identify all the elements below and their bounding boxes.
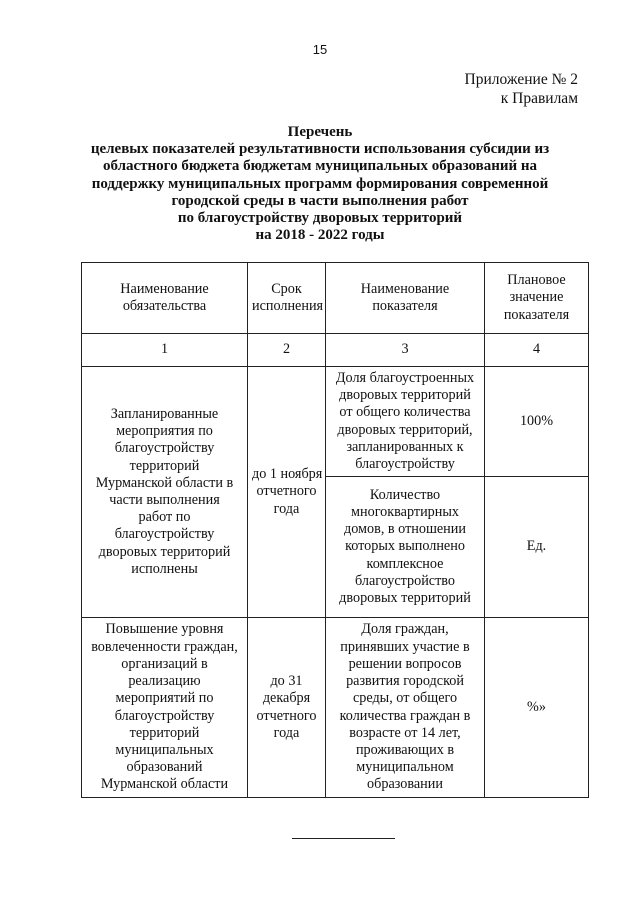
cell-text: части выполнения [109,492,220,508]
table-row [82,367,589,477]
cell-text: количества граждан в [339,707,471,724]
cell-text: Запланированные [110,405,219,422]
indicator-name-cell [326,477,485,618]
cell-text: реализацию [128,673,201,690]
cell-text: дворовых территорий [339,387,471,404]
cell-text: которых выполнено [345,538,465,555]
cell-text: организаций в [121,655,208,672]
cell-text: домов, в отношении [344,521,466,538]
header-deadline [248,263,326,334]
header-text: показателя [372,298,438,314]
planned-value-cell: Ед. [485,477,589,618]
column-number: 1 [82,334,248,367]
cell-text: территорий [129,457,200,474]
cell-text: благоустройству [114,526,215,543]
cell-text: Мурманской области [100,776,229,793]
cell-text: муниципальном [356,759,454,776]
title-line: по благоустройству дворовых территорий [177,210,463,227]
indicators-table [81,262,589,798]
cell-text: запланированных к [346,438,464,455]
cell-text: возрасте от 14 лет, [349,724,461,741]
planned-value-cell: 100% [485,367,589,477]
cell-text: дворовых территорий, [337,421,473,438]
cell-text: до 1 ноября [252,466,323,483]
cell-text: благоустройство [355,572,455,589]
cell-text: работ по [138,509,191,526]
title-line: поддержку муниципальных программ формирования современной [91,175,549,192]
cell-text: отчетного [256,707,317,724]
header-text: Наименование [360,280,450,297]
cell-text: отчетного [256,483,317,500]
column-number: 4 [485,334,589,367]
document-title [60,124,580,244]
header-text: Плановое [507,272,566,289]
table-row [82,618,589,798]
cell-text: Доля благоустроенных [335,369,475,386]
column-number-row [82,334,589,367]
indicator-name-cell [326,367,485,477]
cell-text: года [273,500,300,517]
title-line: городской среды в части выполнения работ [171,192,469,209]
column-number: 3 [326,334,485,367]
header-text: Наименование [120,280,209,297]
cell-text: от общего количества [339,404,471,421]
cell-text: благоустройству [114,707,215,724]
cell-text: муниципальных [115,741,214,758]
cell-text: Повышение уровня [105,621,224,638]
cell-text: до 31 [270,673,303,690]
cell-text: образовании [367,776,443,793]
title-line: на 2018 - 2022 годы [255,227,385,244]
cell-text: дворовых территорий [339,590,471,606]
title-line: областного бюджета бюджетам муниципальных образований на [102,158,538,175]
cell-text: декабря [262,690,311,707]
header-text: исполнения [252,298,324,314]
cell-text: территорий [129,724,200,741]
cell-text: вовлеченности граждан, [91,638,238,655]
title-line: Перечень [287,124,353,140]
appendix-line-1: Приложение № 2 [464,71,578,88]
cell-text: Мурманской области в [95,474,234,491]
appendix-label [465,70,578,108]
cell-text: исполнены [131,560,198,577]
cell-text: развития городской [346,673,464,690]
cell-text: Количество [369,486,441,503]
cell-text: мероприятий по [115,690,214,707]
planned-value-cell: %» [485,618,589,798]
deadline-cell [248,367,326,618]
obligation-cell [82,367,248,618]
obligation-cell [82,618,248,798]
page-number: 15 [312,42,328,57]
cell-text: многоквартирных [351,503,459,520]
deadline-cell [248,618,326,798]
cell-text: благоустройству [355,455,455,472]
cell-text: проживающих в [355,741,455,758]
header-text: показателя [503,306,570,323]
cell-text: мероприятия по [116,423,213,440]
header-text: значение [509,289,564,306]
footer-divider [292,838,395,839]
cell-text: принявших участие в [340,638,470,655]
cell-text: комплексное [366,555,444,572]
indicator-name-cell [326,618,485,798]
cell-text: благоустройству [114,440,215,457]
cell-text: среды, от общего [352,690,458,707]
cell-text: решении вопросов [348,655,462,672]
cell-text: года [273,724,300,741]
header-text: обязательства [122,298,207,314]
title-line: целевых показателей результативности использования субсидии из [90,141,550,158]
table-header-row [82,263,589,334]
column-number: 2 [248,334,326,367]
header-planned-value [485,263,589,334]
cell-text: Доля граждан, [361,621,449,638]
header-obligation [82,263,248,334]
header-indicator-name [326,263,485,334]
appendix-line-2: к Правилам [500,90,578,107]
header-text: Срок [271,280,302,297]
cell-text: образований [126,759,203,776]
cell-text: дворовых территорий [98,543,231,560]
